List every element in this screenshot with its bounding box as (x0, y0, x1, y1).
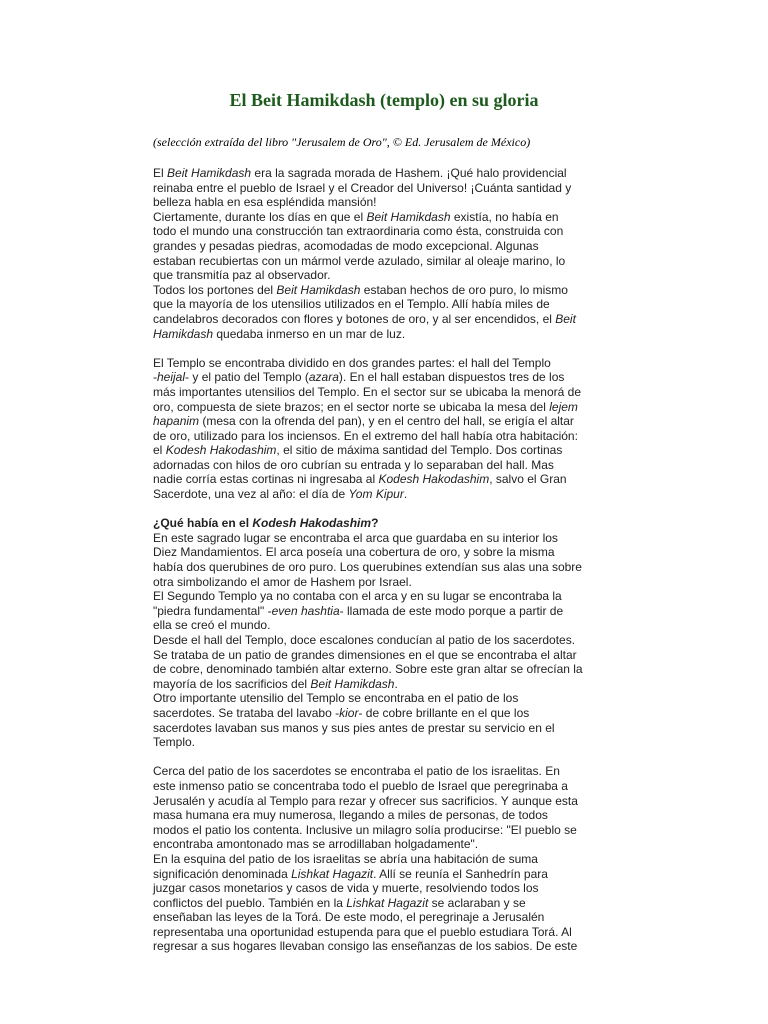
text-run: sacerdotes lavaban sus manos y sus pies antes de prestar su servicio en el (153, 720, 555, 735)
text-line (153, 677, 623, 692)
text-run: oro, compuesta de siete brazos; en el sector norte se ubicaba la mesa del (153, 399, 550, 414)
text-line (153, 925, 623, 940)
text-line (153, 881, 623, 896)
text-line (153, 837, 623, 852)
text-run: de cobre, denominado también altar externo. Sobre este gran altar se ofrecían la (153, 662, 583, 677)
text-run: existía, no había en (450, 209, 559, 224)
paragraph-gap (153, 750, 623, 765)
source-citation: (selección extraída del libro "Jerusalem de Oro", © Ed. Jerusalem de México) (153, 135, 531, 149)
text-line (153, 181, 623, 196)
page-title: El Beit Hamikdash (templo) en su gloria (229, 90, 539, 110)
text-run: candelabros decorados con flores y botones de oro, y al ser encendidos, el (153, 311, 556, 326)
text-run: grandes y pesadas piedras, acomodadas de modo excepcional. Algunas (153, 238, 539, 253)
italic-term: Lishkat Hagazit (346, 895, 429, 910)
paragraph-gap (153, 502, 623, 517)
text-run: . Allí se reunía el Sanhedrín para (373, 866, 548, 881)
text-run: - y el patio del Templo ( (185, 370, 309, 385)
italic-term: kior (339, 705, 359, 720)
italic-term: Beit (555, 311, 576, 326)
text-line (153, 312, 623, 327)
text-run: que transmitía paz al observador. (153, 268, 331, 283)
text-run: - (153, 370, 157, 385)
text-line (153, 516, 623, 531)
text-run: estaban recubiertas con un mármol verde azulado, similar al oleaje marino, lo (153, 253, 566, 268)
text-run: adornadas con hilos de oro cubrían su entrada y lo separaban del hall. Mas (153, 457, 554, 472)
section-heading-text: Kodesh Hakodashim (252, 516, 372, 531)
text-run: , el sitio de máxima santidad del Templo. Dos cortinas (276, 443, 563, 458)
text-line (153, 560, 623, 575)
text-line (153, 852, 623, 867)
text-line (153, 443, 623, 458)
text-run: modos el patio los contenta. Inclusive un milagro solía producirse: "El pueblo se (153, 822, 577, 837)
text-run: este inmenso patio se concentraba todo el pueblo de Israel que peregrinaba a (153, 778, 568, 793)
section-heading-text: ¿Qué había en el (153, 516, 253, 531)
text-run: sacerdotes. Se trataba del lavabo - (153, 705, 340, 720)
paragraph (153, 516, 623, 750)
text-line (153, 327, 623, 342)
text-line (153, 648, 623, 663)
section-heading-text: ? (371, 516, 379, 531)
italic-term: Beit Hamikdash (276, 282, 361, 297)
text-run: nadie corría estas cortinas ni ingresaba al (153, 472, 379, 487)
text-run: el (153, 443, 166, 458)
italic-term: Beit Hamikdash (167, 166, 252, 180)
text-run: Desde el hall del Templo, doce escalones conducían al patio de los sacerdotes. (153, 633, 576, 647)
text-line (153, 400, 623, 415)
paragraph (153, 764, 623, 954)
italic-term: Lishkat Hagazit (291, 866, 374, 881)
text-line (153, 867, 623, 882)
text-line (153, 794, 623, 809)
text-line (153, 370, 623, 385)
text-run: quedaba inmerso en un mar de luz. (213, 326, 406, 341)
text-line (153, 283, 623, 298)
text-run: regresar a sus hogares llevaban consigo las enseñanzas de los sabios. De este (153, 939, 578, 954)
text-run: enseñaban las leyes de la Torá. De este modo, el peregrinaje a Jerusalén (153, 910, 545, 925)
text-line (153, 823, 623, 838)
text-line (153, 429, 623, 444)
text-run: Se trataba de un patio de grandes dimensiones en el que se encontraba el altar (153, 647, 577, 662)
text-run: Jerusalén y acudía al Templo para rezar y ofrecer sus sacrificios. Y aunque esta (153, 793, 578, 808)
text-run: estaban hechos de oro puro, lo mismo (360, 282, 568, 297)
text-run: juzgar casos monetarios y casos de vida y muerte, resolviendo todos los (153, 881, 539, 896)
text-run: El Segundo Templo ya no contaba con el arca y en su lugar se encontraba la (153, 589, 562, 604)
text-run: mayoría de los sacrificios del (153, 676, 311, 691)
text-run: Todos los portones del (153, 282, 277, 297)
text-line (153, 356, 623, 371)
text-run: era la sagrada morada de Hashem. ¡Qué halo providencial (251, 166, 567, 180)
text-run: había dos querubines de oro puro. Los querubines extendían sus alas una sobre (153, 560, 582, 575)
text-run: - de cobre brillante en el que los (358, 705, 530, 720)
text-run: se aclaraban y se (428, 895, 526, 910)
text-line (153, 691, 623, 706)
text-line (153, 721, 623, 736)
text-run: significación denominada (153, 866, 292, 881)
text-line (153, 545, 623, 560)
text-line (153, 487, 623, 502)
text-run: de oro, utilizado para los inciensos. En el extremo del hall había otra habitación: (153, 428, 578, 443)
text-line (153, 706, 623, 721)
text-run: . (403, 487, 408, 502)
text-line (153, 268, 623, 283)
text-run: "piedra fundamental" - (153, 603, 272, 618)
text-line (153, 662, 623, 677)
text-run: Otro importante utensilio del Templo se encontraba en el patio de los (153, 691, 519, 706)
italic-term: lejem (549, 399, 578, 414)
text-line (153, 910, 623, 925)
text-run: Sacerdote, una vez al año: el día de (153, 487, 349, 502)
text-run: belleza habla en esa espléndida mansión! (153, 195, 377, 210)
text-run: - llamada de este modo porque a partir de (339, 603, 564, 618)
text-run: encontraba amontonado mas se arrodillaban holgadamente". (153, 837, 479, 852)
text-run: ella se creó el mundo. (153, 618, 271, 633)
italic-term: Beit Hamikdash (366, 209, 451, 224)
italic-term: heijal (157, 370, 186, 385)
text-run: que la mayoría de los utensilios utilizados en el Templo. Allí había miles de (153, 297, 550, 312)
text-line (153, 531, 623, 546)
text-run: (mesa con la ofrenda del pan), y en el centro del hall, se erigía el altar (199, 414, 574, 429)
paragraph (153, 356, 623, 502)
text-run: masa humana era muy numerosa, llegando a miles de personas, de todos (153, 808, 548, 823)
italic-term: Yom Kipur (348, 487, 404, 502)
text-line (153, 297, 623, 312)
text-line (153, 589, 623, 604)
article-body (153, 166, 623, 954)
text-line (153, 414, 623, 429)
text-run: otra simbolizando el amor de Hashem por Israel. (153, 574, 412, 589)
text-run: todo el mundo una construcción tan extraordinaria como ésta, construida con (153, 224, 564, 239)
text-run: . (394, 676, 398, 691)
italic-term: Kodesh Hakodashim (165, 443, 277, 458)
text-run: Cerca del patio de los sacerdotes se encontraba el patio de los israelitas. En (153, 764, 560, 779)
italic-term: Beit Hamikdash (310, 676, 395, 691)
text-run: Diez Mandamientos. El arca poseía una cobertura de oro, y sobre la misma (153, 545, 555, 560)
text-run: El Templo se encontraba dividido en dos grandes partes: el hall del Templo (153, 355, 551, 370)
text-line (153, 618, 623, 633)
text-line (153, 210, 623, 225)
text-line (153, 239, 623, 254)
text-run: , salvo el Gran (489, 472, 567, 487)
italic-term: Kodesh Hakodashim (378, 472, 490, 487)
text-run: En la esquina del patio de los israelitas se abría una habitación de suma (153, 851, 538, 866)
text-line (153, 472, 623, 487)
text-line (153, 779, 623, 794)
paragraph-gap (153, 341, 623, 356)
italic-term: hapanim (153, 414, 200, 429)
text-line (153, 254, 623, 269)
text-run: Templo. (153, 735, 196, 750)
text-line (153, 458, 623, 473)
text-line (153, 385, 623, 400)
text-line (153, 604, 623, 619)
text-run: El (153, 166, 168, 180)
text-run: más importantes utensilios del Templo. En el sector sur se ubicaba la menorá de (153, 384, 581, 399)
text-run: conflictos del pueblo. También en la (153, 895, 347, 910)
text-line (153, 195, 623, 210)
text-line (153, 808, 623, 823)
text-run: reinaba entre el pueblo de Israel y el Creador del Universo! ¡Cuánta santidad y (153, 180, 572, 195)
text-line (153, 939, 623, 954)
italic-term: Hamikdash (153, 326, 214, 341)
text-run: En este sagrado lugar se encontraba el arca que guardaba en su interior los (153, 530, 558, 545)
text-line (153, 896, 623, 911)
text-run: representaba una oportunidad estupenda para que el pueblo estudiara Torá. Al (153, 924, 572, 939)
italic-term: azara (308, 370, 339, 385)
paragraph (153, 166, 623, 341)
text-run: ). En el hall estaban dispuestos tres de los (338, 370, 565, 385)
text-line (153, 735, 623, 750)
text-line (153, 764, 623, 779)
text-line (153, 633, 623, 648)
text-run: Ciertamente, durante los días en que el (153, 209, 367, 224)
text-line (153, 575, 623, 590)
italic-term: even hashtia (271, 603, 340, 618)
text-line (153, 166, 623, 181)
text-line (153, 224, 623, 239)
